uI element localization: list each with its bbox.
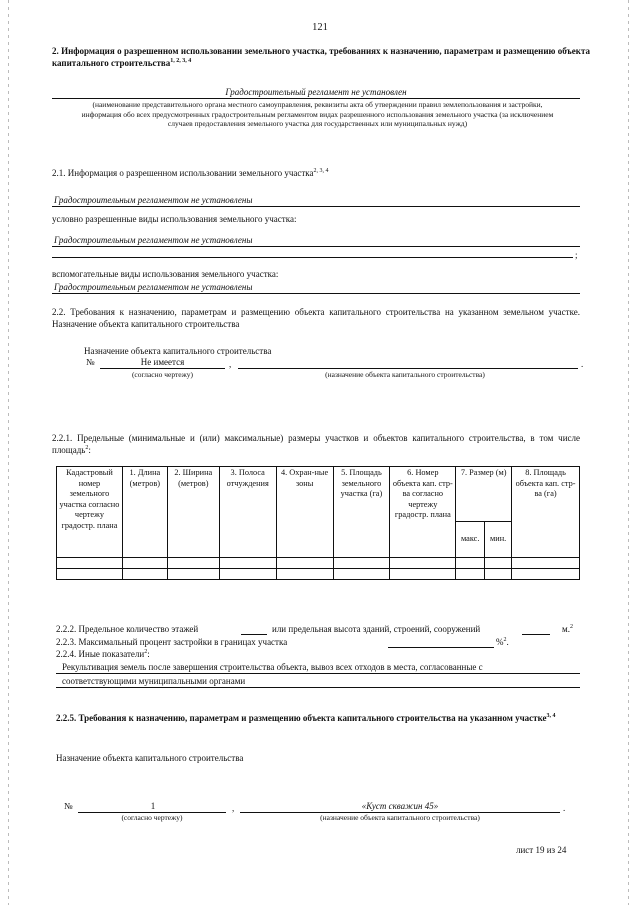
section-2-2-1-title: 2.2.1. Предельные (минимальные и (или) максимальные) размеры участков и объектов капитального строительства, в том числе площадь$^2$: (52, 433, 580, 455)
purpose-comma: , (229, 359, 232, 369)
table-header-row (57, 467, 580, 522)
regulation-value: Градостроительный регламент не установлен (225, 87, 407, 97)
section-2-2-2-text2: или предельная высота зданий, строений, сооружений (272, 624, 481, 634)
col-cadastral-number: Кадастровый номер земельного участка согласно чертежу градостр. плана (57, 467, 123, 558)
auxiliary-uses-line (52, 293, 580, 294)
section-2-sup: 1, 2, 3, 4 (170, 58, 192, 64)
section-2-2-4-sup: 2 (144, 649, 148, 655)
object-no-value: 1 (150, 801, 156, 811)
col-width: 2. Ширина (метров) (167, 467, 219, 558)
section-2-1-title (52, 167, 590, 179)
conditional-uses-label: условно разрешенные виды использования земельного участка: (52, 214, 297, 224)
section-2-2-4-label-text: 2.2.4. Иные показатели (56, 649, 145, 659)
object-no-sign: № (64, 801, 73, 811)
section-2-2-title-text: 2.2. Требования к назначению, параметрам и размещению объекта капитального строительства на указанном земельном участке. Назначение объекта капитального строительства (52, 307, 580, 329)
main-uses-line (52, 206, 580, 207)
purpose-caption-right: (назначение объекта капитального строительства) (325, 370, 485, 379)
other-indicators-underline-2 (56, 687, 580, 688)
object-caption-left: (согласно чертежу) (121, 813, 183, 822)
purpose-name-line (238, 368, 578, 369)
object-dot: . (563, 803, 566, 813)
object-caption-right: (назначение объекта капитального строительства) (320, 813, 480, 822)
floors-line (241, 634, 267, 635)
page-number: 121 (312, 22, 328, 33)
purpose-label: Назначение объекта капитального строительства (84, 346, 272, 356)
col-size: 7. Размер (м) (456, 467, 512, 522)
section-2-2-1-title-text: 2.2.1. Предельные (минимальные и (или) максимальные) размеры участков и объектов капитального строительства, в том числе площадь (52, 433, 580, 455)
col-size-max: макс. (456, 522, 485, 558)
conditional-uses-semicolon: ; (575, 250, 578, 260)
purpose-caption-left: (согласно чертежу) (131, 370, 194, 379)
height-line (522, 634, 550, 635)
percent-line (388, 647, 494, 648)
col-protected-zones: 4. Охран-ные зоны (276, 467, 333, 558)
purpose-no-sign: № (86, 357, 95, 367)
main-uses-value: Градостроительным регламентом не установлены (54, 195, 253, 205)
section-2-2-5-purpose-label: Назначение объекта капитального строительства (56, 753, 244, 763)
purpose-no-value: Не имеется (140, 357, 185, 367)
col-object-number: 6. Номер объекта кап. стр-ва согласно чертежу градостр. плана (390, 467, 456, 558)
percent-unit-text: % (496, 637, 504, 647)
col-size-min: мин. (485, 522, 512, 558)
section-2-2-1-sup: 2 (85, 445, 89, 451)
section-2-2-5-title (56, 712, 580, 724)
height-unit (562, 623, 573, 635)
object-purpose-value: «Куст скважин 45» (361, 801, 439, 811)
table-row (57, 558, 580, 569)
height-unit-sup: 2 (569, 624, 573, 630)
right-scan-edge (628, 0, 629, 905)
purpose-no-line (100, 368, 225, 369)
regulation-line (52, 98, 580, 99)
col-length: 1. Длина (метров) (122, 467, 167, 558)
other-indicators-line-1: Рекультивация земель после завершения строительства объекта, вывоз всех отходов в места, согласованные с (62, 662, 483, 672)
height-unit-text: м. (562, 624, 570, 634)
section-2-2-5-title-text: 2.2.5. Требования к назначению, параметрам и размещению объекта капитального строительства на указанном участке (56, 713, 547, 723)
sheet-footer: лист 19 из 24 (516, 845, 567, 855)
object-comma: , (232, 803, 235, 813)
left-scan-edge (8, 0, 9, 905)
percent-unit: %$^2$. (496, 637, 509, 647)
col-object-area: 8. Площадь объекта кап. стр-ва (га) (512, 467, 580, 558)
other-indicators-underline-1 (56, 673, 580, 674)
percent-unit-sup: 2 (503, 637, 507, 643)
parameters-table (56, 466, 580, 580)
section-2-2-5-sup: 3, 4 (546, 713, 556, 719)
section-2-1-title-text: 2.1. Информация о разрешенном использовании земельного участка (52, 168, 314, 178)
conditional-uses-value: Градостроительным регламентом не установлены (54, 235, 253, 245)
auxiliary-uses-value: Градостроительным регламентом не установлены (54, 282, 253, 292)
section-2-title (52, 45, 590, 69)
section-2-1-sup: 2, 3, 4 (313, 168, 329, 174)
section-2-2-2-text1: 2.2.2. Предельное количество этажей (56, 624, 199, 634)
col-exclusion-strip: 3. Полоса отчуждения (219, 467, 276, 558)
conditional-uses-line-2 (52, 257, 573, 258)
section-2-2-4-label: 2.2.4. Иные показатели$^2$: (56, 649, 150, 659)
section-2-2-title (52, 306, 580, 330)
regulation-caption: (наименование представительного органа местного самоуправления, реквизиты акта об утверждении правил землепользования и застройки, информация обо всех предусмотренных градостроительным регламентом видах разрешенного использования земельного участка (за исключением случаев предоставления земельного участка для государственных или муниципальных нужд) (81, 100, 554, 128)
section-2-title-text: 2. Информация о разрешенном использовании земельного участка, требованиях к назначению, параметрам и размещению объекта капитального строительства (52, 46, 590, 68)
auxiliary-uses-label: вспомогательные виды использования земельного участка: (52, 269, 279, 279)
purpose-dot: . (581, 359, 584, 369)
table-row (57, 569, 580, 580)
col-plot-area: 5. Площадь земельного участка (га) (333, 467, 390, 558)
conditional-uses-line-1 (52, 246, 580, 247)
other-indicators-line-2: соответствующими муниципальными органами (62, 676, 246, 686)
section-2-2-3-text: 2.2.3. Максимальный процент застройки в границах участка (56, 637, 288, 647)
